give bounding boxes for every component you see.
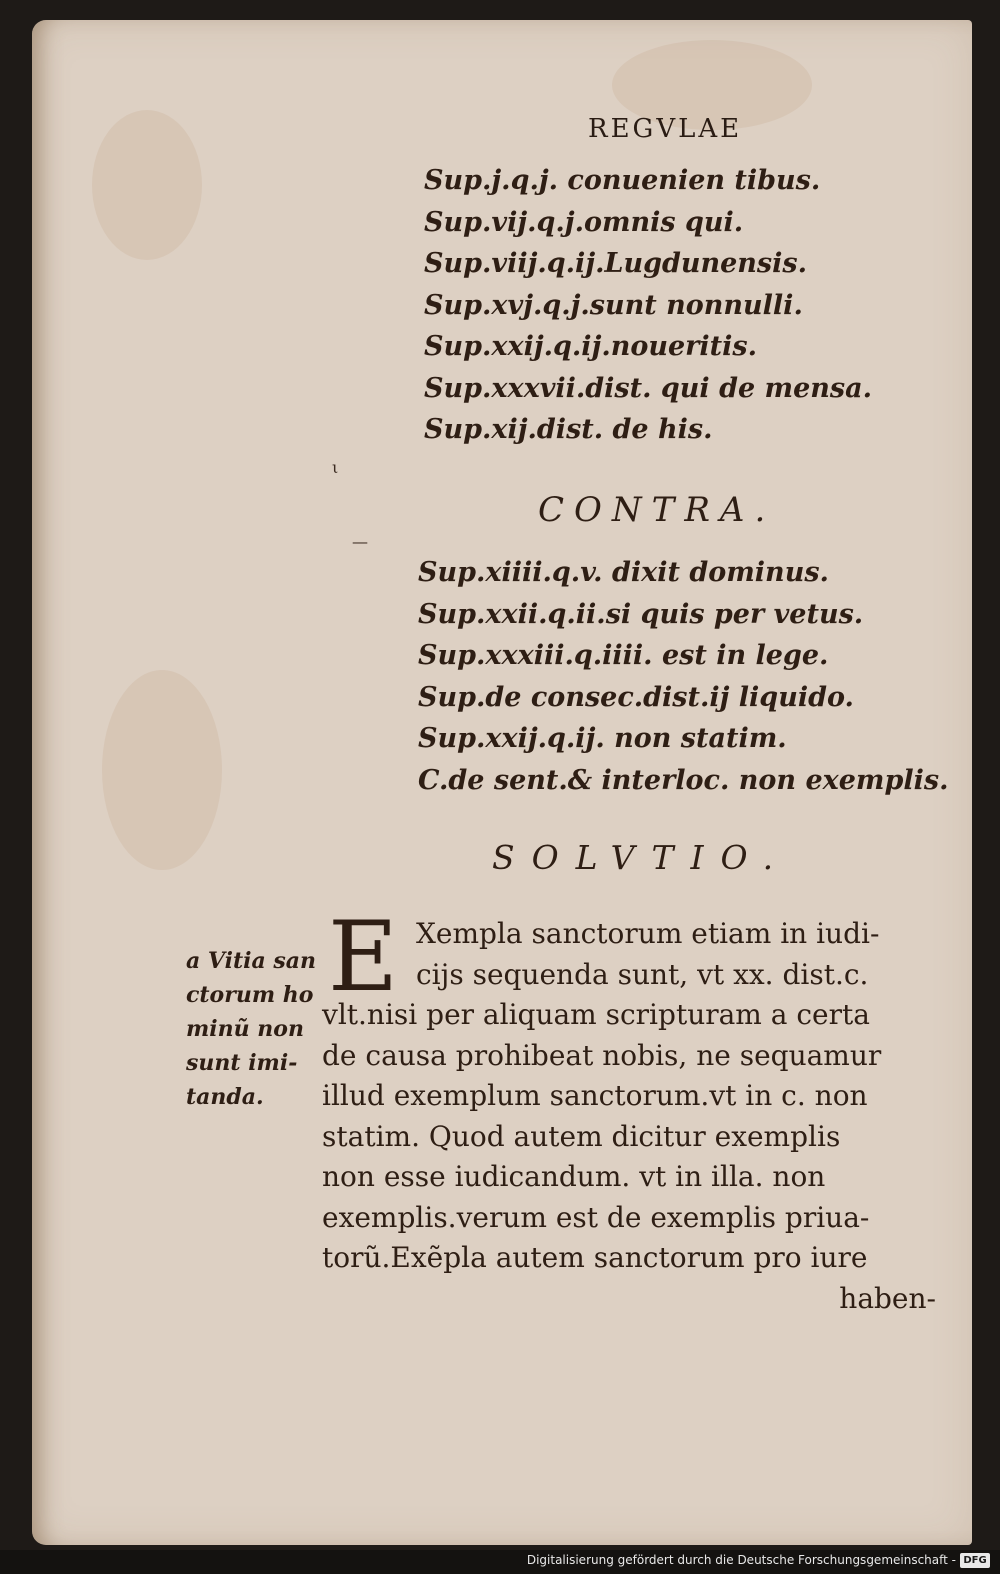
contra-references-list [418,552,948,801]
running-header: REGVLAE [588,114,743,144]
body-line: non esse iudicandum. vt in illa. non [322,1160,826,1193]
body-line: torũ.Exẽpla autem sanctorum pro iure [322,1241,868,1274]
reference-line: Sup.vij.q.j.omnis qui. [424,206,744,238]
ink-mark: — [352,532,368,551]
body-line: statim. Quod autem dicitur exemplis [322,1119,841,1153]
reference-line: Sup.xxxvii.dist. qui de mensa. [424,372,873,404]
reference-line: Sup.xvj.q.j.sunt nonnulli. [424,289,803,321]
reference-line: Sup.j.q.j. conuenien tibus. [424,165,821,196]
reference-line: Sup.xxij.q.ij. non statim. [418,723,787,754]
ink-mark: ι [332,458,339,477]
reference-line: Sup.viij.q.ij.Lugdunensis. [424,248,807,279]
reference-line: Sup.xxij.q.ij.noueritis. [424,331,757,362]
body-line: cijs sequenda sunt, vt xx. dist.c. [416,957,869,991]
margin-note-line: ctorum ho [186,982,314,1008]
body-line: illud exemplum sanctorum.vt in c. non [322,1079,868,1112]
contra-heading: CONTRA. [538,490,776,530]
reference-line: Sup.xxii.q.ii.si quis per vetus. [418,598,864,630]
margin-note-line: tanda. [186,1084,264,1110]
catchword: haben- [839,1281,936,1315]
margin-note-line: a Vitia san [186,948,317,974]
body-line: exemplis.verum est de exemplis priua- [322,1200,870,1234]
reference-line: Sup.de consec.dist.ij liquido. [418,681,854,713]
body-paragraph [322,901,942,1319]
reference-line: Sup.xiiii.q.v. dixit dominus. [418,557,829,588]
paper-stain [92,110,202,260]
reference-line: Sup.xij.dist. de his. [424,414,713,445]
body-line: vlt.nisi per aliquam scripturam a certa [322,998,870,1031]
digitization-credit: Digitalisierung gefördert durch die Deutsche Forschungsgemeinschaft - [526,1553,956,1567]
solutio-heading: SOLVTIO. [492,838,791,877]
margin-note [186,944,336,1114]
body-line: Xempla sanctorum etiam in iudi- [416,917,880,950]
dfg-logo-icon: DFG [960,1553,990,1568]
paper-stain [102,670,222,870]
margin-note-line: minũ non [186,1016,304,1042]
margin-note-line: sunt imi- [186,1050,298,1076]
support-references-list [424,160,872,451]
drop-capital: E [328,901,399,1013]
reference-line: Sup.xxxiii.q.iiii. est in lege. [418,640,829,671]
reference-line: C.de sent.& interloc. non exemplis. [418,764,949,796]
body-line: de causa prohibeat nobis, ne sequamur [322,1038,882,1072]
